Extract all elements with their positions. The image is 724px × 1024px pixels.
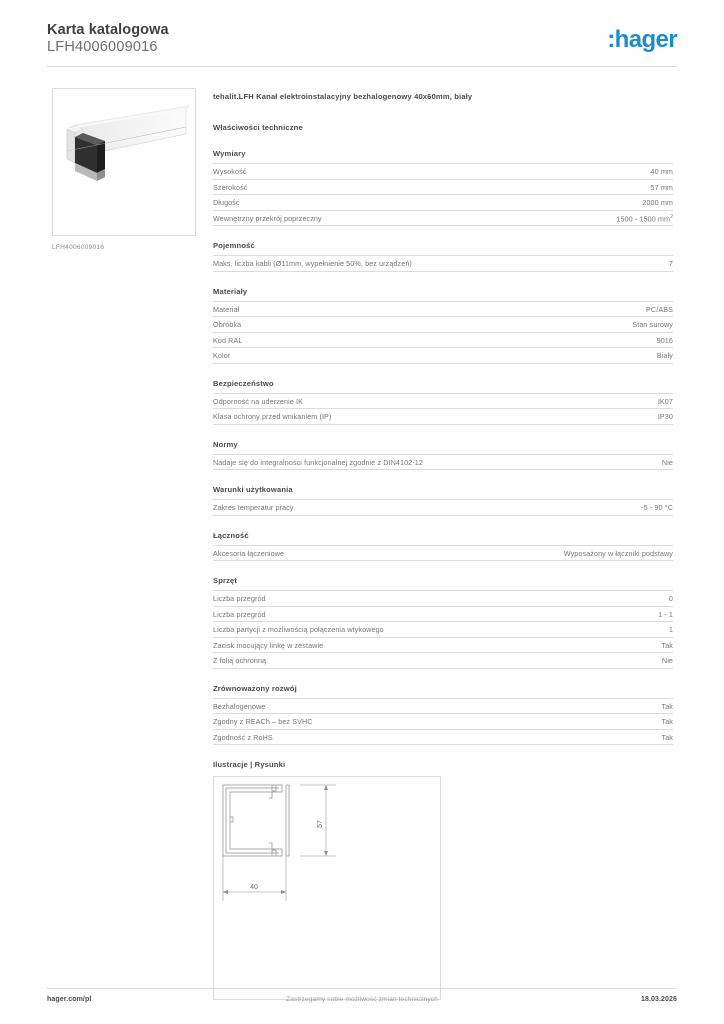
spec-label: Wysokość xyxy=(213,164,515,180)
spec-value: Biały xyxy=(406,348,673,364)
product-image-frame xyxy=(52,88,196,236)
spec-row xyxy=(213,393,673,409)
spec-value: 1 xyxy=(636,622,673,638)
spec-label: Zacisk mocujący linkę w zestawie xyxy=(213,637,636,653)
spec-group xyxy=(213,287,673,364)
product-photo xyxy=(53,89,195,235)
spec-group xyxy=(213,485,673,516)
spec-value: IP30 xyxy=(621,409,673,425)
spec-row xyxy=(213,545,673,561)
spec-value: 40 mm xyxy=(515,164,673,180)
spec-row xyxy=(213,714,673,730)
spec-value: Wyposażony w łączniki podstawy xyxy=(394,545,673,561)
spec-value: Tak xyxy=(625,698,673,714)
technical-properties-heading: Właściwości techniczne xyxy=(213,123,303,132)
spec-value: 2000 mm xyxy=(515,195,673,211)
spec-value: Tak xyxy=(625,714,673,730)
spec-value: 0 xyxy=(636,591,673,607)
spec-value: 57 mm xyxy=(515,179,673,195)
spec-label: Odporność na uderzenie IK xyxy=(213,393,621,409)
spec-table xyxy=(213,255,673,272)
spec-table xyxy=(213,393,673,425)
drawing-width-label: 40 xyxy=(250,884,258,892)
spec-label: Materiał xyxy=(213,301,406,317)
illustration-heading: Ilustracje | Rysunki xyxy=(213,760,286,770)
spec-section-title: Wymiary xyxy=(213,149,246,158)
spec-value: -5 - 90 °C xyxy=(543,500,673,516)
spec-table xyxy=(213,163,673,226)
spec-row xyxy=(213,500,673,516)
drawing-height-label: 57 xyxy=(317,820,324,829)
spec-value: PC/ABS xyxy=(406,301,673,317)
technical-drawing xyxy=(214,777,440,999)
spec-label: Z folią ochronną xyxy=(213,653,636,669)
specifications-content xyxy=(213,92,673,1000)
spec-label: Obróbka xyxy=(213,317,406,333)
product-name: tehalit.LFH Kanał elektroinstalacyjny bezhalogenowy 40x60mm, biały xyxy=(213,92,473,101)
spec-row xyxy=(213,591,673,607)
illustration-block xyxy=(213,760,673,1000)
spec-value: IK07 xyxy=(621,393,673,409)
spec-label: Liczba przegród xyxy=(213,606,636,622)
spec-table xyxy=(213,454,673,471)
page-title: Karta katalogowa xyxy=(47,22,169,38)
spec-row xyxy=(213,301,673,317)
spec-value: Nie xyxy=(636,653,673,669)
spec-section-title: Bezpieczeństwo xyxy=(213,378,274,388)
spec-table xyxy=(213,301,673,364)
spec-row xyxy=(213,348,673,364)
spec-section-title: Zrównoważony rozwój xyxy=(213,683,297,693)
spec-label: Liczba przegród xyxy=(213,591,636,607)
hager-logo: :hager xyxy=(607,26,677,53)
spec-label: Kod RAL xyxy=(213,332,406,348)
spec-group xyxy=(213,576,673,669)
spec-row xyxy=(213,317,673,333)
spec-label: Zgodność z RoHS xyxy=(213,729,625,745)
spec-row xyxy=(213,622,673,638)
product-image-caption: LFH4006009016 xyxy=(52,244,105,251)
spec-label: Maks. liczba kabli (Ø11mm, wypełnienie 50%, bez urządzeń) xyxy=(213,256,664,272)
spec-value: Tak xyxy=(625,729,673,745)
product-figure xyxy=(52,88,196,251)
spec-row xyxy=(213,653,673,669)
spec-group xyxy=(213,379,673,425)
spec-label: Długość xyxy=(213,195,515,211)
spec-label: Nadaje się do integralności funkcjonalnej zgodnie z DIN4102-12 xyxy=(213,454,650,470)
spec-value: Nie xyxy=(650,454,673,470)
spec-table xyxy=(213,499,673,516)
header-divider xyxy=(47,66,677,67)
spec-label: Zakres temperatur pracy xyxy=(213,500,543,516)
spec-row xyxy=(213,698,673,714)
spec-group xyxy=(213,684,673,746)
spec-table xyxy=(213,590,673,669)
footer-disclaimer: Zastrzegamy sobie możliwość zmian technicznych xyxy=(286,996,438,1003)
spec-label: Wewnętrzny przekrój poprzeczny xyxy=(213,210,515,226)
spec-label: Zgodny z REACh – bez SVHC xyxy=(213,714,625,730)
footer-divider xyxy=(47,988,677,989)
spec-label: Klasa ochrony przed wnikaniem (IP) xyxy=(213,409,621,425)
spec-section-title: Łączność xyxy=(213,530,249,540)
footer-website[interactable]: hager.com/pl xyxy=(47,996,92,1003)
spec-section-title: Normy xyxy=(213,439,238,449)
spec-label: Akcesoria łączeniowe xyxy=(213,545,394,561)
spec-row xyxy=(213,210,673,226)
spec-label: Szerokość xyxy=(213,179,515,195)
spec-value: 1 - 1 xyxy=(636,606,673,622)
spec-value-text: 1500 - 1500 mm xyxy=(616,213,671,223)
spec-row xyxy=(213,195,673,211)
spec-label: Bezhalogenowe xyxy=(213,698,625,714)
spec-section-title: Warunki użytkowania xyxy=(213,485,293,495)
spec-row xyxy=(213,332,673,348)
spec-row xyxy=(213,179,673,195)
spec-value: 9016 xyxy=(406,332,673,348)
spec-row xyxy=(213,256,673,272)
illustration-frame xyxy=(213,776,441,1000)
document-reference: LFH4006009016 xyxy=(47,39,158,55)
spec-value: 7 xyxy=(664,256,673,272)
spec-group xyxy=(213,241,673,272)
spec-value xyxy=(515,210,673,226)
spec-section-title: Pojemność xyxy=(213,241,255,251)
footer-date: 18.03.2026 xyxy=(640,996,677,1003)
spec-row xyxy=(213,164,673,180)
spec-row xyxy=(213,606,673,622)
page-header xyxy=(47,22,677,68)
spec-sections xyxy=(213,149,673,745)
spec-value: Stan surowy xyxy=(406,317,673,333)
page-footer xyxy=(47,996,677,1010)
spec-table xyxy=(213,698,673,746)
spec-section-title: Materiały xyxy=(213,286,248,296)
spec-group xyxy=(213,149,673,226)
spec-group xyxy=(213,531,673,562)
spec-row xyxy=(213,454,673,470)
spec-value: Tak xyxy=(636,637,673,653)
spec-row xyxy=(213,637,673,653)
spec-row xyxy=(213,729,673,745)
spec-label: Liczba partycji z możliwością połączenia wtykowego xyxy=(213,622,636,638)
spec-row xyxy=(213,409,673,425)
spec-table xyxy=(213,545,673,562)
spec-label: Kolor xyxy=(213,348,406,364)
spec-section-title: Sprzęt xyxy=(213,576,238,586)
spec-group xyxy=(213,440,673,471)
spec-value-superscript: 2 xyxy=(670,213,673,220)
